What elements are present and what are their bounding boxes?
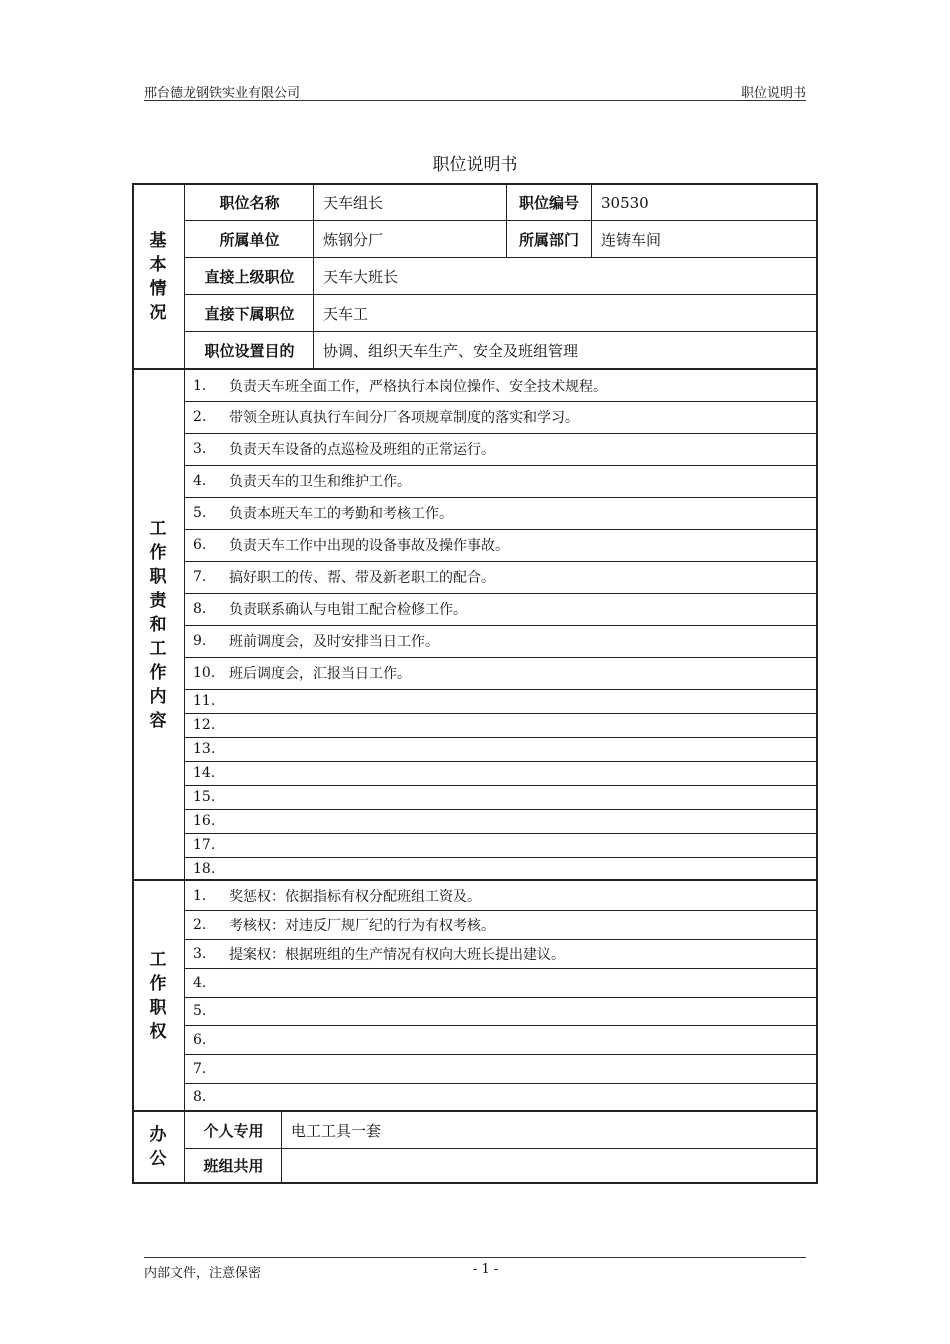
authority-item: [193, 1054, 206, 1083]
duty-item-number: 14.: [193, 765, 216, 781]
duty-item-text: 班后调度会，汇报当日工作。: [229, 666, 411, 682]
duty-item-number: 17.: [193, 837, 216, 853]
duty-item-text: 负责天车的卫生和维护工作。: [229, 474, 411, 490]
unit-value: 炼钢分厂: [323, 230, 384, 249]
duty-item: [193, 465, 411, 497]
purpose-value: 协调、组织天车生产、安全及班组管理: [323, 341, 579, 360]
section-duties-label: [132, 370, 185, 879]
duty-item: [193, 657, 411, 689]
authority-item: [193, 939, 565, 968]
authority-item-text: 考核权：对违反厂规厂纪的行为有权考核。: [229, 917, 495, 934]
duty-item-text: 负责天车班全面工作，严格执行本岗位操作、安全技术规程。: [229, 378, 607, 395]
shared-use-value: [282, 1149, 791, 1182]
row-divider: [185, 968, 816, 969]
duty-item-number: 1.: [193, 377, 207, 394]
position-name-value: 天车组长: [323, 194, 384, 212]
section-basic-text: 基本情况: [149, 230, 167, 323]
duty-item: [193, 809, 215, 833]
position-code-value: 30530: [601, 193, 649, 212]
shared-use-label: 班组共用: [203, 1157, 264, 1175]
section-duties-text: 工作职责和工作内容: [149, 518, 167, 731]
header-doc-type: 职位说明书: [740, 86, 806, 101]
row-divider: [185, 1083, 816, 1084]
row-divider: [185, 809, 816, 810]
row-divider: [185, 713, 816, 714]
authority-item: [193, 1083, 206, 1110]
authority-item: [193, 881, 481, 910]
duty-item: [193, 529, 509, 561]
authority-item: [193, 997, 206, 1025]
duty-item-text: 负责天车设备的点巡检及班组的正常运行。: [229, 442, 495, 458]
authority-item: [193, 968, 206, 997]
footer-confidential: 内部文件，注意保密: [144, 1266, 262, 1281]
duty-item-number: 10.: [193, 665, 216, 681]
row-divider: [185, 857, 816, 858]
row-divider: [185, 737, 816, 738]
page-number: - 1 -: [473, 1262, 499, 1277]
section-authority-text: 工作职权: [149, 949, 167, 1042]
duty-item-number: 7.: [193, 569, 207, 585]
authority-item-number: 8.: [193, 1088, 207, 1105]
duty-item-text: 班前调度会，及时安排当日工作。: [229, 634, 439, 650]
duty-item-text: 搞好职工的传、帮、带及新老职工的配合。: [229, 570, 495, 586]
authority-item-number: 6.: [193, 1031, 207, 1048]
duty-item-number: 16.: [193, 813, 216, 829]
authority-item-number: 1.: [193, 887, 207, 904]
duty-item-number: 12.: [193, 717, 216, 733]
row-divider: [185, 1025, 816, 1026]
duty-item: [193, 433, 495, 465]
authority-item-number: 2.: [193, 916, 207, 933]
duty-item-text: 负责天车工作中出现的设备事故及操作事故。: [229, 538, 509, 554]
duty-item: [193, 713, 215, 737]
duty-item-number: 4.: [193, 473, 207, 489]
duty-item-number: 6.: [193, 537, 207, 553]
row-divider: [185, 689, 816, 690]
row-divider: [185, 997, 816, 998]
section-basic-label: [132, 185, 185, 368]
authority-item-text: 提案权：根据班组的生产情况有权向大班长提出建议。: [229, 946, 565, 963]
personal-use-value: 电工工具一套: [291, 1122, 382, 1140]
header-divider: [144, 100, 806, 101]
authority-item-text: 奖惩权：依据指标有权分配班组工资及。: [229, 888, 481, 905]
row-divider: [185, 785, 816, 786]
duty-item: [193, 401, 579, 433]
duty-item-number: 18.: [193, 861, 216, 877]
duty-item: [193, 497, 453, 529]
unit-label: 所属单位: [219, 230, 280, 249]
duty-item: [193, 689, 215, 713]
duty-item-number: 2.: [193, 409, 207, 425]
position-name-label: 职位名称: [219, 194, 280, 212]
duty-item: [193, 785, 215, 809]
section-office-text: 办公: [149, 1125, 167, 1169]
dept-label: 所属部门: [518, 230, 579, 249]
header-company: 邢台德龙钢铁实业有限公司: [144, 86, 301, 101]
duty-item-text: 带领全班认真执行车间分厂各项规章制度的落实和学习。: [229, 410, 579, 426]
row-divider: [185, 1054, 816, 1055]
duty-item-number: 8.: [193, 601, 207, 617]
duty-item: [193, 370, 607, 401]
footer-divider: [144, 1257, 806, 1258]
duty-item: [193, 737, 215, 761]
authority-item-number: 4.: [193, 974, 207, 991]
duty-item: [193, 561, 495, 593]
personal-use-label: 个人专用: [203, 1122, 264, 1140]
section-office-label: [132, 1112, 185, 1182]
position-code-label: 职位编号: [518, 194, 579, 212]
authority-item: [193, 1025, 206, 1054]
row-divider: [185, 833, 816, 834]
authority-item-number: 3.: [193, 945, 207, 962]
superior-value: 天车大班长: [323, 267, 399, 286]
duty-item: [193, 761, 215, 785]
duty-item-number: 9.: [193, 633, 207, 649]
duty-item-number: 13.: [193, 741, 216, 757]
duty-item-text: 负责本班天车工的考勤和考核工作。: [229, 506, 453, 522]
superior-label: 直接上级职位: [204, 267, 295, 286]
duty-item-number: 5.: [193, 505, 207, 521]
authority-item-number: 7.: [193, 1060, 207, 1077]
duty-item-number: 3.: [193, 441, 207, 457]
authority-item-number: 5.: [193, 1003, 207, 1019]
authority-item: [193, 910, 495, 939]
duty-item-number: 11.: [193, 693, 216, 709]
duty-item: [193, 593, 467, 625]
subordinate-label: 直接下属职位: [204, 304, 295, 323]
page-title: 职位说明书: [432, 155, 518, 175]
dept-value: 连铸车间: [601, 230, 662, 249]
duty-item: [193, 625, 439, 657]
row-divider: [185, 761, 816, 762]
duty-item: [193, 857, 215, 881]
duty-item-number: 15.: [193, 789, 216, 805]
duty-item-text: 负责联系确认与电钳工配合检修工作。: [229, 602, 467, 618]
section-divider: [132, 1110, 818, 1112]
subordinate-value: 天车工: [323, 304, 369, 323]
section-authority-label: [132, 881, 185, 1110]
purpose-label: 职位设置目的: [204, 341, 295, 360]
duty-item: [193, 833, 215, 857]
